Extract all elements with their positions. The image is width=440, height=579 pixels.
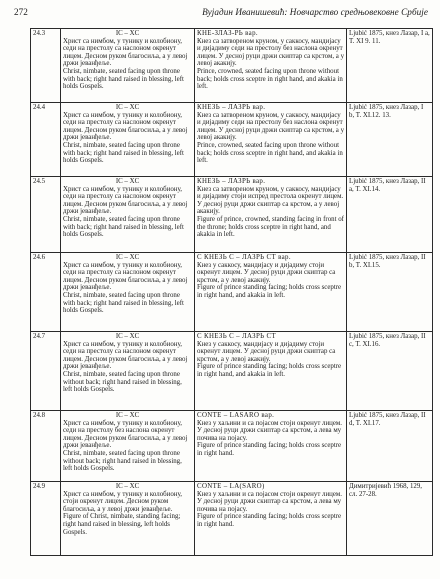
obverse-cell xyxy=(61,177,195,253)
reverse-description-en: Figure of prince standing facing; holds cross sceptre in right hand. xyxy=(197,442,342,457)
reverse-description-sr: Кнез са затвореном круном, у саккосу, мандијасу и дијадиму стоји испред престола окренут лицем. У десној руци држи скиптар са крстом, а у левој акакију. xyxy=(197,185,344,216)
obverse-description-sr: Христ са нимбом, у тунику и колобиону, седи на престолу са наслоном окренут лицем. Десном руком благосиља, а у левој држи јеванђеље. xyxy=(63,185,188,216)
table-row xyxy=(31,29,433,103)
reverse-description-sr: Кнез са затвореном круном, у саккосу, мандијасу и дијадиму седи на престолу без наслона окренут лицем. У десној руци држи скиптар са крстом, а у левој акакију. xyxy=(197,37,345,68)
obverse-description-en: Christ, nimbate, seated facing upon throne with back; right hand raised in blessing, left holds Gospels. xyxy=(63,141,184,165)
reverse-inscription: КНЕЗЬ – ЛАЗРЬ вар. xyxy=(197,104,266,111)
obverse-description-sr: Христ са нимбом, у тунику и колобиону, седи на престолу са наслоном окренут лицем. Десном руком благосиља, а у левој држи јеванђеље. xyxy=(63,37,188,68)
catalogue-number: 24.9 xyxy=(31,482,61,556)
coin-catalogue-table xyxy=(30,28,433,556)
obverse-description-sr: Христ са нимбом, у тунику и колобиону, стоји окренут лицем. Десном руком благосиља, а у левој држи јеванђеље. xyxy=(63,490,182,513)
reverse-inscription: CONTE – LASARO вар. xyxy=(197,412,275,419)
obverse-legend: IC – XC xyxy=(115,178,140,185)
reference-cell: Димитријевић 1968, 129, сл. 27-28. xyxy=(347,482,433,556)
catalogue-number: 24.4 xyxy=(31,103,61,177)
reverse-description-en: Figure of prince standing facing; holds cross sceptre in right hand, and akakia in left. xyxy=(197,284,342,299)
obverse-legend: IC – XC xyxy=(115,30,140,37)
reference-cell: Ljubić 1875, кнез Лазар, II d, T. XI.17. xyxy=(347,411,433,482)
reference-cell: Ljubić 1875, кнез Лазар, II c, T. XI.16. xyxy=(347,332,433,411)
obverse-description-en: Christ, nimbate, seated facing upon throne with back; right hand raised in blessing, left holds Gospels. xyxy=(63,67,184,91)
catalogue-number: 24.3 xyxy=(31,29,61,103)
obverse-description-en: Figure of Christ, nimbate, standing facing; right hand raised in blessing, left holds Gospels. xyxy=(63,513,181,536)
catalogue-number: 24.7 xyxy=(31,332,61,411)
table-row xyxy=(31,253,433,332)
reference-cell: Ljubić 1875, кнез Лазар, II b, T. XI.15. xyxy=(347,253,433,332)
obverse-description-sr: Христ са нимбом, у тунику и колобиону, седи на престолу са наслоном окренут лицем. Десном руком благосиља, а у левој држи јеванђеље. xyxy=(63,111,188,142)
reference-cell: Ljubić 1875, кнез Лазар, I b, T. XI.12. 13. xyxy=(347,103,433,177)
reverse-description-sr: Кнез са затвореном круном, у саккосу, мандијасу и дијадиму седи на престолу без наслона окренут лицем. У десној руци држи скиптар са крстом, а у левој акакију. xyxy=(197,111,345,142)
table-row xyxy=(31,411,433,482)
reverse-description-en: Prince, crowned, seated facing upon throne without back; holds cross sceptre in right hand, and akakia in left. xyxy=(197,67,343,91)
reverse-inscription: КНЕЗЬ – ЛАЗРЬ вар. xyxy=(197,178,266,185)
reverse-description-en: Prince, crowned, seated facing upon throne without back; holds cross sceptre in right hand, and akakia in left. xyxy=(197,141,343,165)
obverse-legend: IC – XC xyxy=(115,333,140,340)
page-number: 272 xyxy=(14,7,28,17)
running-title: Вујадин Иванишевић: Новчарство средњовековне Србије xyxy=(202,7,428,17)
reverse-cell xyxy=(195,177,347,253)
table-row xyxy=(31,103,433,177)
obverse-legend: IC – XC xyxy=(115,412,140,419)
reverse-description-sr: Кнез у саккосу, мандијасу и дијадиму стоји окренут лицем. У десној руци држи скиптар са крстом, а у левој акакију. xyxy=(197,261,336,284)
reverse-description-en: Figure of prince standing facing; holds cross sceptre in right hand, and akakia in left. xyxy=(197,363,342,378)
obverse-description-en: Christ, nimbate, seated facing upon throne with back; right hand raised in blessing, left holds Gospels. xyxy=(63,215,184,239)
reverse-cell xyxy=(195,482,347,556)
reverse-description-sr: Кнез у хаљини и са појасом стоји окренут лицем. У десној руци држи скиптар са крстом, а лева му почива на појасу. xyxy=(197,419,343,442)
reverse-description-sr: Кнез у саккосу, мандијасу и дијадиму стоји окренут лицем. У десној руци држи скиптар са крстом, а у левој акакију. xyxy=(197,340,336,363)
catalogue-number: 24.5 xyxy=(31,177,61,253)
reverse-cell xyxy=(195,103,347,177)
obverse-cell xyxy=(61,411,195,482)
obverse-description-sr: Христ са нимбом, у тунику и колобиону, седи на престолу без наслона окренут лицем. Десном руком благосиља, а у левој држи јеванђеље. xyxy=(63,419,188,450)
obverse-description-en: Christ, nimbate, seated facing upon throne with back; right hand raised in blessing, left holds Gospels. xyxy=(63,291,184,315)
obverse-description-sr: Христ са нимбом, у тунику и колобиону, седи на престолу са наслоном окренут лицем. Десном руком благосиља, а у левој држи јеванђеље. xyxy=(63,340,188,371)
obverse-description-sr: Христ са нимбом, у тунику и колобиону, седи на престолу са наслоном окренут лицем. Десном руком благосиља, а у левој држи јеванђеље. xyxy=(63,261,188,292)
reverse-inscription: С КНЕЗЬ С – ЛАЗРЬ СТ xyxy=(197,333,277,340)
obverse-cell xyxy=(61,253,195,332)
reference-cell: Ljubić 1875, кнез Лазар, I a, T. XI 9. 11. xyxy=(347,29,433,103)
table-row xyxy=(31,332,433,411)
obverse-cell xyxy=(61,332,195,411)
obverse-description-en: Christ, nimbate, seated facing upon throne without back; right hand raised in blessing, left holds Gospels. xyxy=(63,370,182,394)
catalogue-number: 24.6 xyxy=(31,253,61,332)
table-row xyxy=(31,482,433,556)
obverse-cell xyxy=(61,482,195,556)
obverse-legend: IC – XC xyxy=(115,104,140,111)
reverse-description-sr: Кнез у хаљини и са појасом стоји окренут лицем. У десној руци држи скиптар са крстом, а лева му почива на појасу. xyxy=(197,490,343,513)
obverse-legend: IC – XC xyxy=(115,483,140,490)
reference-cell: Ljubić 1875, кнез Лазар, II a, T. XI.14. xyxy=(347,177,433,253)
table-row xyxy=(31,177,433,253)
reverse-cell xyxy=(195,29,347,103)
obverse-description-en: Christ, nimbate, seated facing upon throne without back; right hand raised in blessing, left holds Gospels. xyxy=(63,449,182,473)
page-header xyxy=(14,7,428,21)
reverse-description-en: Figure of prince, crowned, standing facing in front of the throne; holds cross sceptre in right hand, and akakia in left. xyxy=(197,215,344,239)
reverse-inscription: КНЕ-ЗЛАЗ-РЬ вар. xyxy=(197,30,258,37)
obverse-cell xyxy=(61,103,195,177)
catalogue-number: 24.8 xyxy=(31,411,61,482)
reverse-description-en: Figure of prince standing facing; holds cross sceptre in right hand. xyxy=(197,513,342,528)
obverse-legend: IC – XC xyxy=(115,254,140,261)
reverse-cell xyxy=(195,253,347,332)
reverse-cell xyxy=(195,332,347,411)
reverse-inscription: С КНЕЗЬ С – ЛАЗРЬ СТ вар. xyxy=(197,254,291,261)
reverse-cell xyxy=(195,411,347,482)
reverse-inscription: CONTE – LA(SARO) xyxy=(197,483,265,490)
obverse-cell xyxy=(61,29,195,103)
